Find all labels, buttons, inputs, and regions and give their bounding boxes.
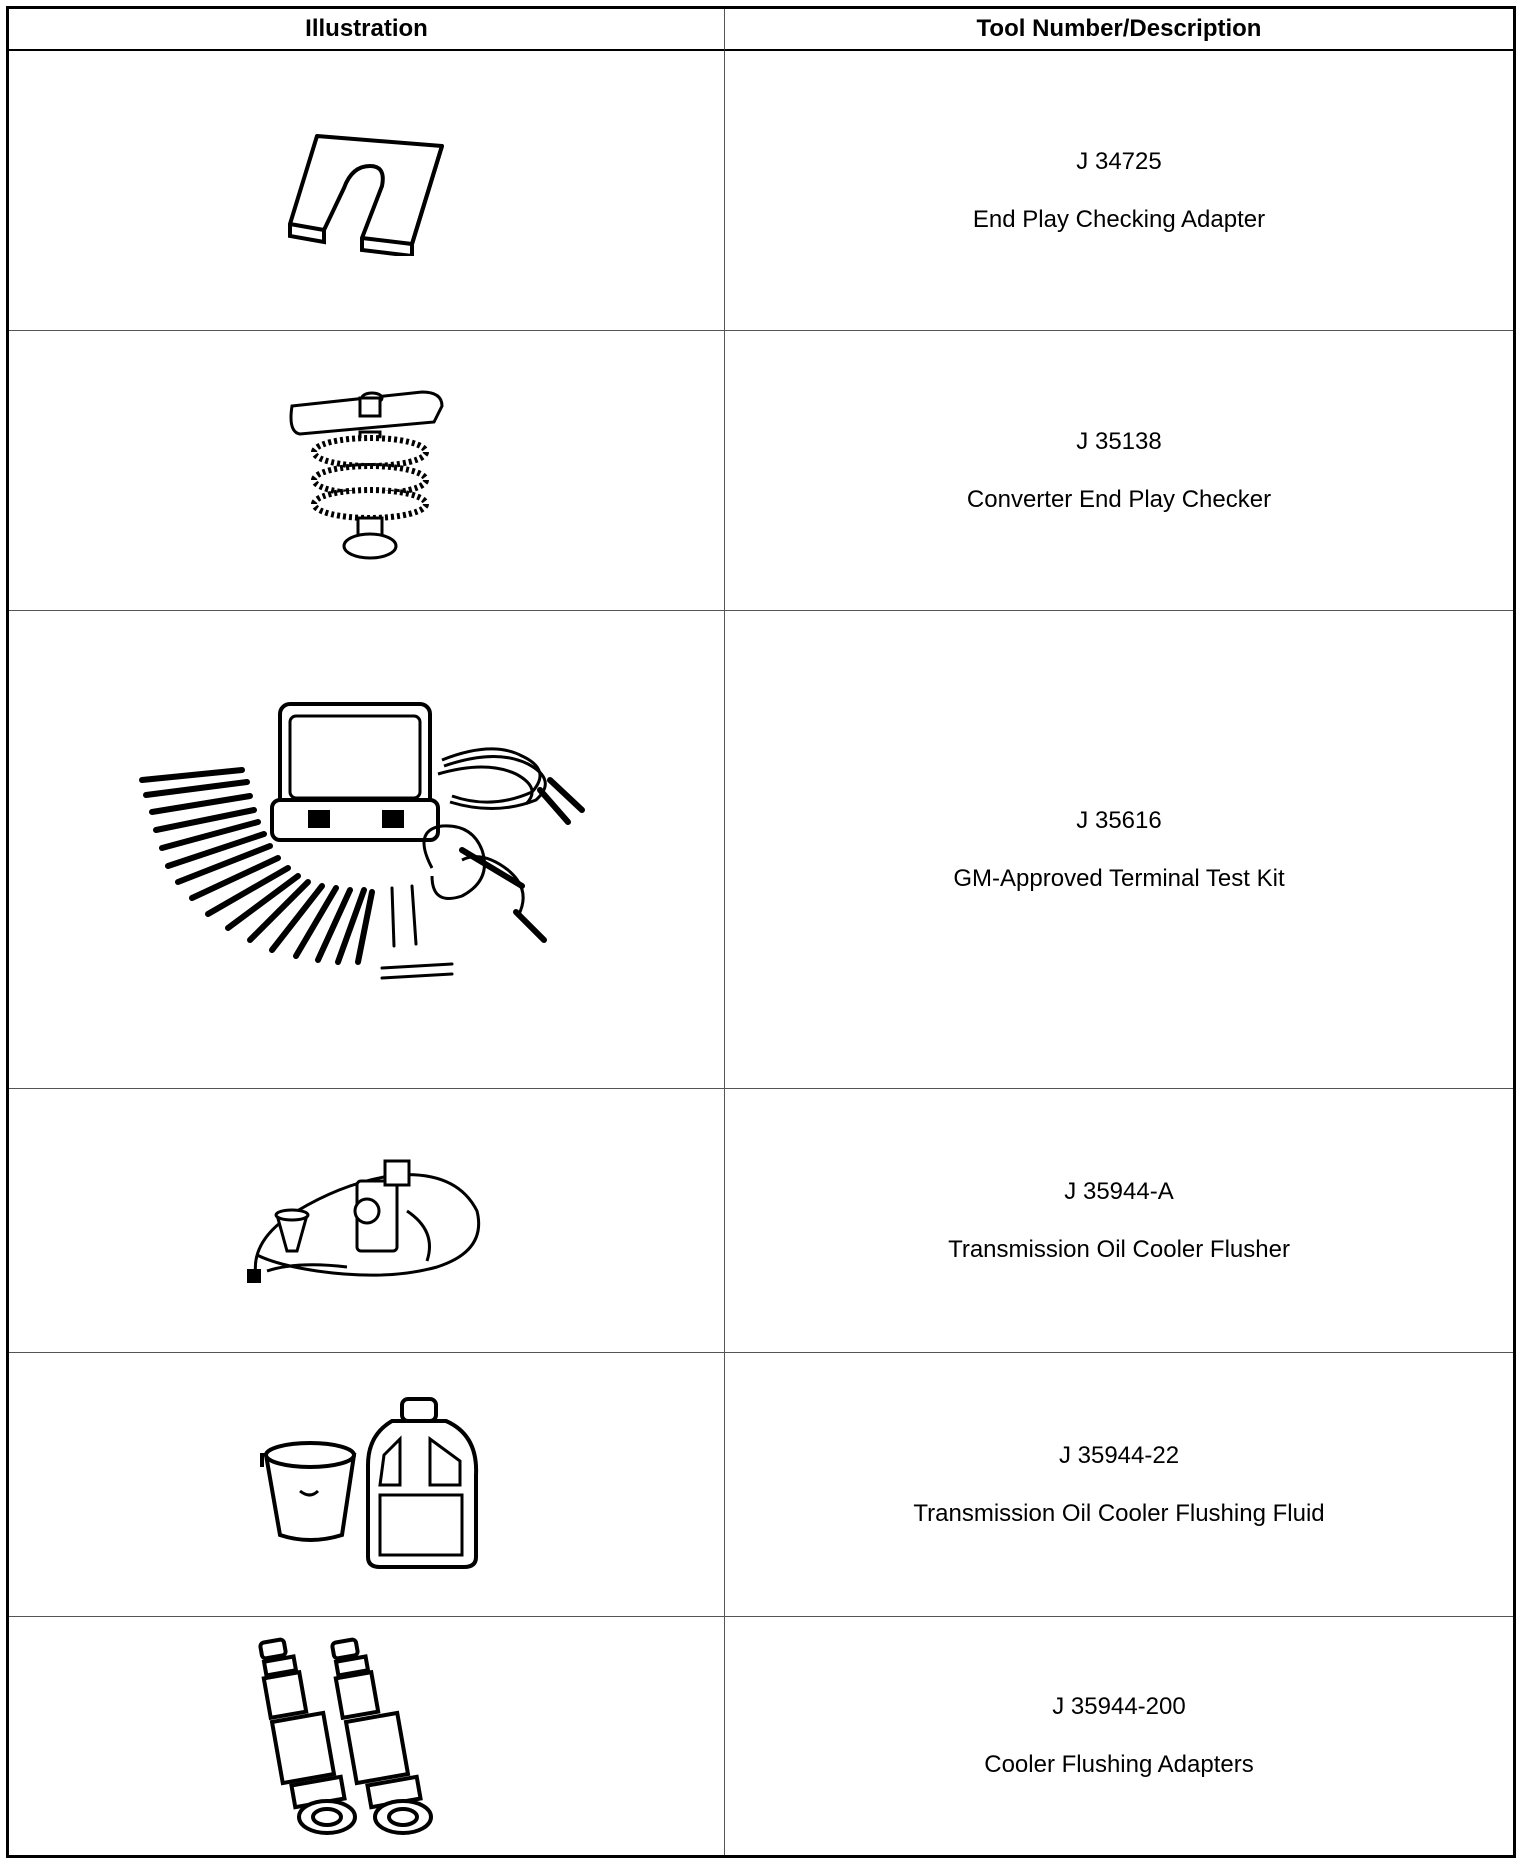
table-row-illustration	[9, 1617, 725, 1855]
converter-end-play-checker-icon	[282, 376, 452, 566]
table-row-description	[725, 1353, 1513, 1617]
flushing-fluid-icon	[252, 1395, 482, 1575]
table-row-description	[725, 331, 1513, 611]
tool-number: J 35944-200	[1052, 1693, 1186, 1720]
tool-description: End Play Checking Adapter	[972, 205, 1266, 233]
header-illustration: Illustration	[9, 9, 725, 51]
tool-description: Cooler Flushing Adapters	[984, 1751, 1254, 1778]
tool-table	[6, 6, 1516, 1858]
table-row-description	[725, 611, 1513, 1089]
tool-number: J 35138	[1076, 427, 1162, 455]
table-row-description	[725, 1617, 1513, 1855]
tool-description: Transmission Oil Cooler Flushing Fluid	[913, 1499, 1325, 1527]
flushing-adapters-icon	[247, 1631, 487, 1841]
table-row-illustration	[9, 1089, 725, 1353]
tool-number: J 35944-A	[1064, 1177, 1174, 1205]
tool-description: Converter End Play Checker	[966, 485, 1272, 513]
tool-description: Transmission Oil Cooler Flusher	[948, 1235, 1290, 1263]
table-row-illustration	[9, 611, 725, 1089]
table-row-illustration	[9, 331, 725, 611]
end-play-checking-adapter-icon	[282, 126, 452, 256]
tool-number: J 35944-22	[1058, 1441, 1180, 1469]
tool-number: J 34725	[1076, 147, 1162, 175]
tool-number: J 35616	[1076, 806, 1162, 834]
header-tool-number-description: Tool Number/Description	[725, 9, 1513, 51]
table-row-illustration	[9, 51, 725, 331]
tool-description: GM-Approved Terminal Test Kit	[953, 864, 1285, 892]
table-row-description	[725, 1089, 1513, 1353]
terminal-test-kit-icon	[132, 700, 602, 1000]
oil-cooler-flusher-icon	[237, 1151, 497, 1291]
table-row-illustration	[9, 1353, 725, 1617]
table-row-description	[725, 51, 1513, 331]
